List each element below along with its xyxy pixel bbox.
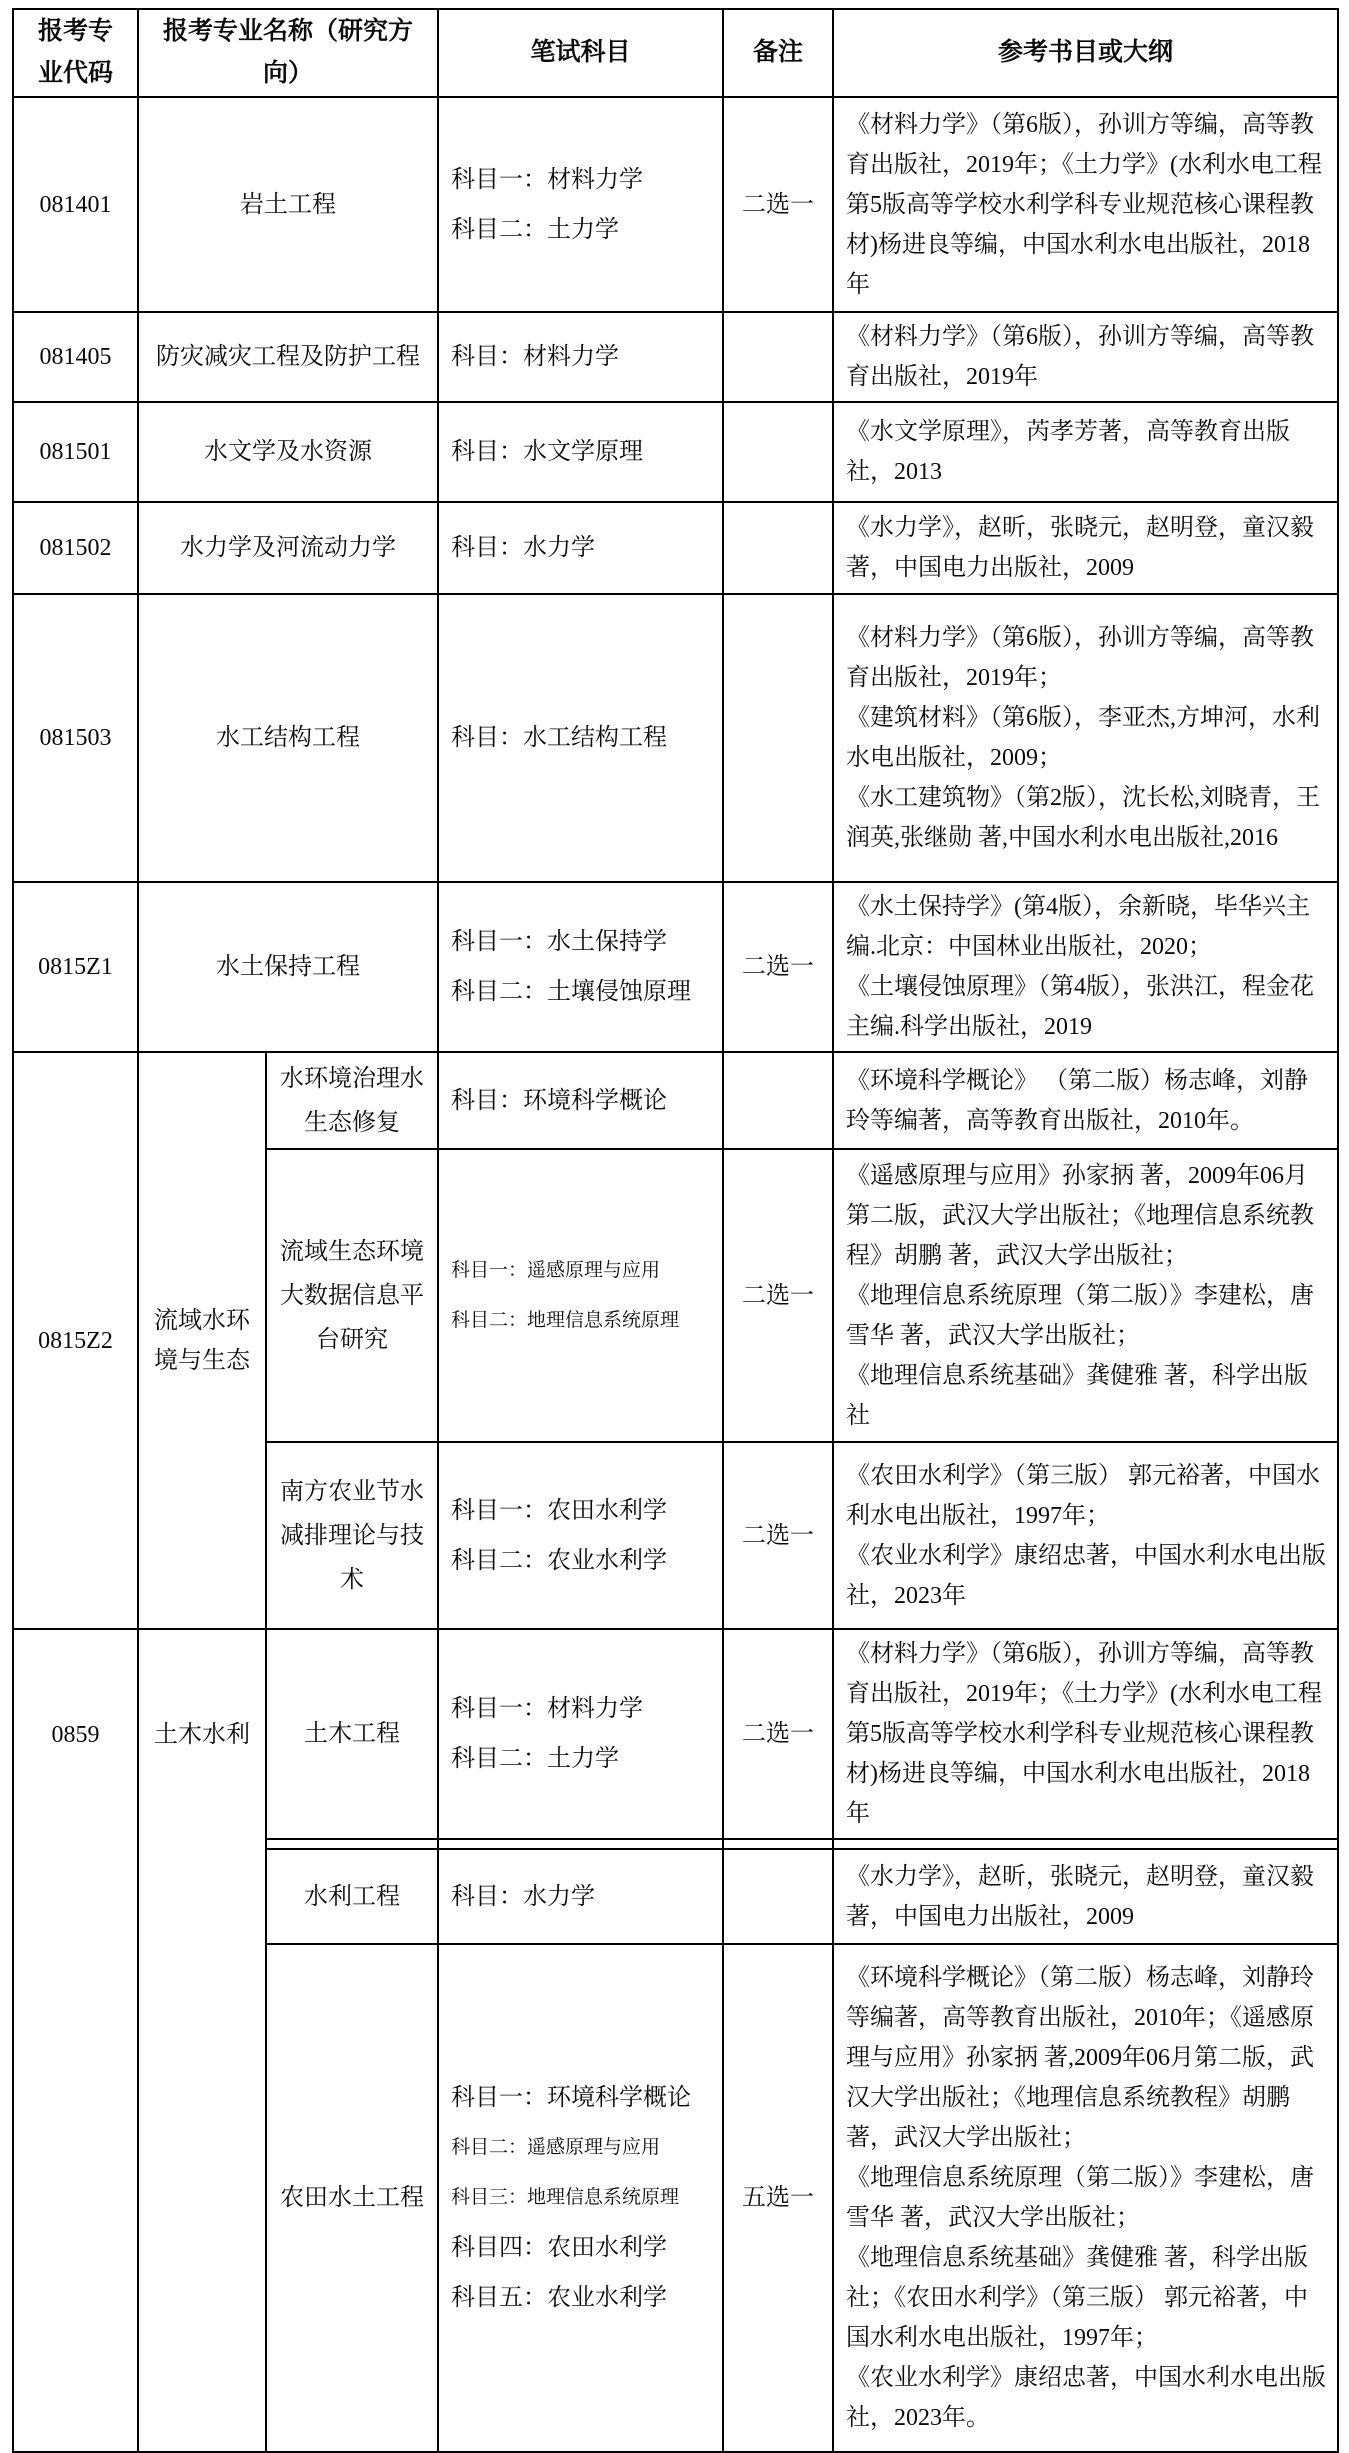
cell-major-name: 水力学及河流动力学: [138, 502, 438, 594]
reference-text: 《材料力学》（第6版），孙训方等编，高等教育出版社，2019年；《土力学》(水利水电工程第5版高等学校水利学科专业规范核心课程教材)杨进良等编，中国水利水电出版社，2018年: [846, 1641, 1323, 1827]
exam-subjects-table: [12, 8, 1339, 2453]
reference-text: 《农田水利学》（第三版） 郭元裕著，中国水利水电出版社，1997年；: [846, 1462, 1321, 1529]
table-row: [13, 502, 1338, 594]
cell-remark: [723, 502, 833, 594]
gap-cell: [438, 1839, 723, 1849]
cell-major-code: 081503: [13, 594, 138, 882]
cell-written-subjects: [438, 1849, 723, 1944]
cell-remark: 二选一: [723, 1442, 833, 1629]
cell-remark: [723, 1052, 833, 1149]
cell-major-name: 岩土工程: [138, 97, 438, 312]
header-row: [13, 9, 1338, 97]
cell-direction: 南方农业节水减排理论与技术: [266, 1442, 438, 1629]
cell-reference: [833, 1849, 1338, 1944]
table-row: [13, 312, 1338, 402]
header-cell-reference: 参考书目或大纲: [833, 9, 1338, 97]
cell-written-subjects: [438, 1052, 723, 1149]
major-group-text: 土木水利: [154, 1722, 250, 1748]
reference-text: 《环境科学概论》 （第二版）杨志峰，刘静玲等编著，高等教育出版社，2010年。: [846, 1067, 1309, 1134]
cell-direction: 土木工程: [266, 1629, 438, 1839]
reference-text: 《土壤侵蚀原理》（第4版），张洪江，程金花主编.科学出版社，2019: [846, 974, 1315, 1040]
reference-text: 《水工建筑物》（第2版），沈长松,刘晓青，王润英,张继勋 著,中国水利水电出版社,2016: [846, 785, 1321, 851]
subject-line: 科目二：地理信息系统原理: [451, 1309, 680, 1331]
cell-reference: [833, 1149, 1338, 1442]
cell-remark: [723, 402, 833, 502]
cell-major-name: 防灾减灾工程及防护工程: [138, 312, 438, 402]
subject-line: 科目五：农业水利学: [451, 2285, 668, 2311]
reference-text: 《水土保持学》(第4版），余新晓，毕华兴主编.北京：中国林业出版社，2020；: [846, 894, 1311, 960]
subject-line: 科目一：遥感原理与应用: [451, 1259, 661, 1281]
cell-major-name: 水文学及水资源: [138, 402, 438, 502]
subject-line: 科目一：水土保持学: [451, 929, 668, 955]
subject-line: 科目二：土力学: [451, 216, 620, 243]
major-code-text: 0859: [51, 1722, 100, 1748]
cell-written-subjects: [438, 1442, 723, 1629]
cell-major-group: [138, 1629, 266, 2452]
subject-line: 科目四：农田水利学: [451, 2235, 668, 2261]
cell-reference: [833, 594, 1338, 882]
reference-text: 《材料力学》（第6版），孙训方等编，高等教育出版社，2019年；《土力学》(水利水电工程第5版高等学校水利学科专业规范核心课程教材)杨进良等编，中国水利水电出版社，2018年: [846, 111, 1323, 298]
cell-written-subjects: [438, 1944, 723, 2452]
cell-reference: [833, 97, 1338, 312]
subject-line: 科目二：土力学: [451, 1746, 620, 1772]
cell-major-name: 水工结构工程: [138, 594, 438, 882]
subject-line: 科目一：材料力学: [451, 1696, 644, 1722]
reference-text: 《地理信息系统基础》龚健雅 著，科学出版社: [846, 1362, 1309, 1429]
subject-line: 科目三：地理信息系统原理: [451, 2187, 680, 2208]
table-row: [13, 882, 1338, 1052]
cell-remark: 二选一: [723, 97, 833, 312]
cell-written-subjects: [438, 97, 723, 312]
subject-line: 科目：水工结构工程: [451, 725, 668, 751]
cell-written-subjects: [438, 1629, 723, 1839]
cell-major-group: 流域水环境与生态: [138, 1052, 266, 1629]
cell-remark: [723, 594, 833, 882]
cell-direction: 水环境治理水生态修复: [266, 1052, 438, 1149]
subject-line: 科目二：遥感原理与应用: [451, 2137, 661, 2158]
gap-cell: [266, 1839, 438, 1849]
cell-direction: 农田水土工程: [266, 1944, 438, 2452]
subject-line: 科目一：环境科学概论: [451, 2085, 692, 2111]
subject-line: 科目一：农田水利学: [451, 1497, 668, 1524]
reference-text: 《水力学》，赵昕，张晓元，赵明登，童汉毅著，中国电力出版社，2009: [846, 1863, 1315, 1930]
subject-line: 科目：水力学: [451, 535, 596, 561]
header-cell-code: 报考专业代码: [13, 9, 138, 97]
cell-written-subjects: [438, 502, 723, 594]
cell-reference: [833, 312, 1338, 402]
subject-line: 科目：环境科学概论: [451, 1087, 668, 1114]
cell-reference: [833, 1442, 1338, 1629]
subject-line: 科目二：农业水利学: [451, 1547, 668, 1574]
cell-major-name: 水土保持工程: [138, 882, 438, 1052]
cell-major-code: 081401: [13, 97, 138, 312]
header-cell-major: 报考专业名称（研究方向）: [138, 9, 438, 97]
subject-line: 科目：水力学: [451, 1883, 596, 1910]
cell-reference: [833, 1629, 1338, 1839]
cell-major-code: 081502: [13, 502, 138, 594]
subject-line: 科目一：材料力学: [451, 166, 644, 193]
reference-text: 《水力学》，赵昕，张晓元，赵明登，童汉毅著，中国电力出版社，2009: [846, 515, 1315, 581]
reference-text: 《材料力学》（第6版），孙训方等编，高等教育出版社，2019年；: [846, 625, 1315, 691]
cell-written-subjects: [438, 1149, 723, 1442]
header-cell-subjects: 笔试科目: [438, 9, 723, 97]
cell-direction: 水利工程: [266, 1849, 438, 1944]
reference-text: 《环境科学概论》（第二版）杨志峰，刘静玲等编著，高等教育出版社，2010年；《遥感原理与应用》孙家抦 著,2009年06月第二版，武汉大学出版社；《地理信息系统教程》胡鹏著，武汉大学出版社；: [846, 1965, 1315, 2151]
cell-written-subjects: [438, 402, 723, 502]
reference-text: 《地理信息系统基础》龚健雅 著，科学出版社；《农田水利学》（第三版） 郭元裕著，中国水利水电出版社，1997年；: [846, 2245, 1309, 2351]
cell-major-code: 081405: [13, 312, 138, 402]
header-cell-remark: 备注: [723, 9, 833, 97]
table-row: [13, 1629, 1338, 1839]
cell-remark: [723, 312, 833, 402]
subject-line: 科目二：土壤侵蚀原理: [451, 979, 692, 1005]
subject-line: 科目：材料力学: [451, 344, 620, 370]
cell-reference: [833, 1052, 1338, 1149]
cell-remark: [723, 1849, 833, 1944]
cell-reference: [833, 402, 1338, 502]
table-row: [13, 594, 1338, 882]
reference-text: 《建筑材料》（第6版），李亚杰,方坤河，水利水电出版社，2009；: [846, 705, 1321, 771]
subject-line: 科目：水文学原理: [451, 439, 644, 465]
cell-major-code: [13, 1629, 138, 2452]
reference-text: 《地理信息系统原理（第二版）》李建松，唐雪华 著，武汉大学出版社；: [846, 1282, 1315, 1349]
cell-remark: 五选一: [723, 1944, 833, 2452]
reference-text: 《地理信息系统原理（第二版）》李建松，唐雪华 著，武汉大学出版社；: [846, 2165, 1315, 2231]
cell-reference: [833, 1944, 1338, 2452]
reference-text: 《农业水利学》康绍忠著，中国水利水电出版社，2023年。: [846, 2365, 1327, 2431]
cell-major-code: 081501: [13, 402, 138, 502]
cell-major-code: 0815Z1: [13, 882, 138, 1052]
cell-written-subjects: [438, 882, 723, 1052]
reference-text: 《农业水利学》康绍忠著，中国水利水电出版社，2023年: [846, 1542, 1327, 1609]
gap-cell: [723, 1839, 833, 1849]
reference-text: 《材料力学》（第6版），孙训方等编，高等教育出版社，2019年: [846, 324, 1315, 390]
cell-written-subjects: [438, 594, 723, 882]
cell-reference: [833, 882, 1338, 1052]
table-row: [13, 1052, 1338, 1149]
cell-remark: 二选一: [723, 1149, 833, 1442]
cell-remark: 二选一: [723, 882, 833, 1052]
table-row: [13, 402, 1338, 502]
cell-remark: 二选一: [723, 1629, 833, 1839]
reference-text: 《水文学原理》，芮孝芳著，高等教育出版社，2013: [846, 419, 1291, 485]
reference-text: 《遥感原理与应用》孙家抦 著，2009年06月第二版，武汉大学出版社；《地理信息系统教程》胡鹏 著，武汉大学出版社；: [846, 1162, 1315, 1269]
table-row: [13, 97, 1338, 312]
cell-direction: 流域生态环境大数据信息平台研究: [266, 1149, 438, 1442]
cell-major-code: 0815Z2: [13, 1052, 138, 1629]
cell-reference: [833, 502, 1338, 594]
gap-cell: [833, 1839, 1338, 1849]
cell-written-subjects: [438, 312, 723, 402]
